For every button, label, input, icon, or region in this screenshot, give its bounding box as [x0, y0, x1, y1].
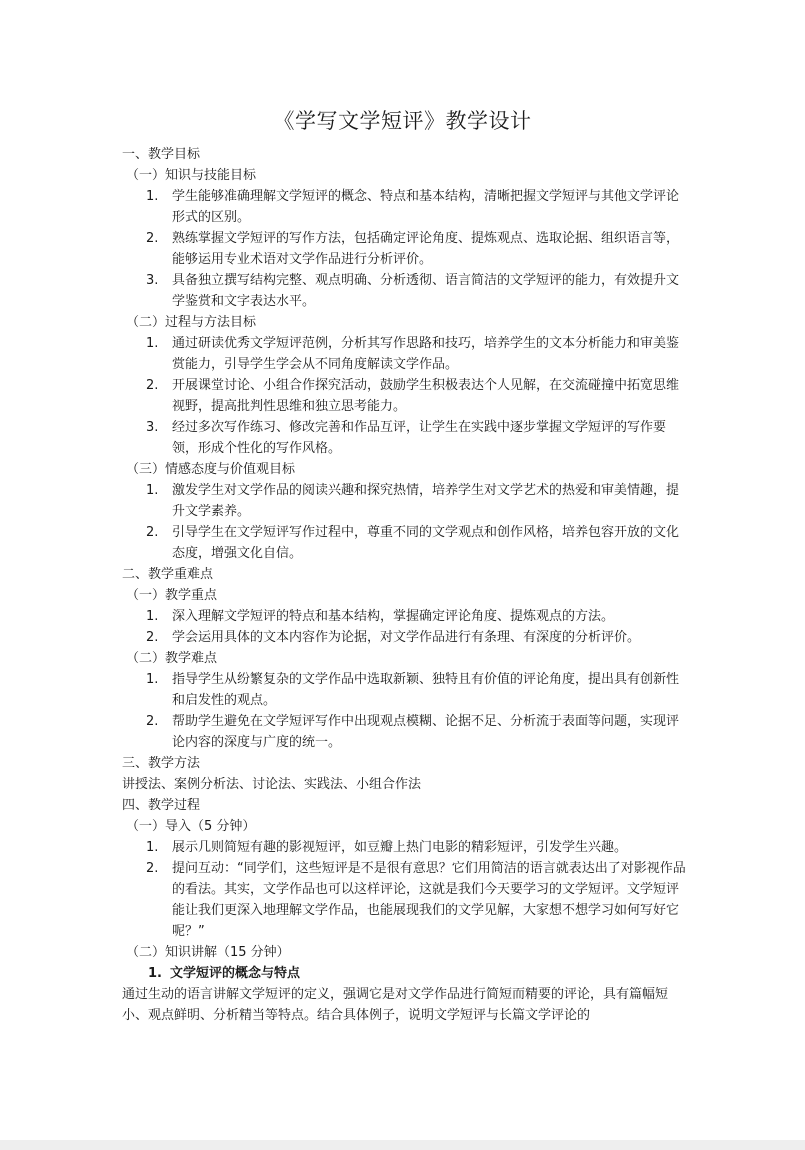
list-item: 1. 激发学生对文学作品的阅读兴趣和探究热情，培养学生对文学艺术的热爱和审美情趣，提升文学素养。	[146, 483, 680, 519]
section-heading-objectives: 一、教学目标	[122, 147, 201, 162]
list-item: 1. 学生能够准确理解文学短评的概念、特点和基本结构，清晰把握文学短评与其他文学评论形式的区别。	[146, 189, 680, 225]
difficulty-list	[122, 669, 688, 753]
list-item: 2. 熟练掌握文学短评的写作方法，包括确定评论角度、提炼观点、选取论据、组织语言等，能够运用专业术语对文学作品进行分析评价。	[146, 231, 680, 267]
list-item: 2. 帮助学生避免在文学短评写作中出现观点模糊、论据不足、分析流于表面等问题，实现评论内容的深度与广度的统一。	[146, 714, 680, 750]
subsection-heading-intro: （一）导入（5 分钟）	[126, 819, 256, 834]
process-goals-list	[122, 333, 688, 459]
list-item: 2. 引导学生在文学短评写作过程中，尊重不同的文学观点和创作风格，培养包容开放的文化态度，增强文化自信。	[146, 525, 680, 561]
section-heading-key-points: 二、教学重难点	[122, 567, 214, 582]
methods-text: 讲授法、案例分析法、讨论法、实践法、小组合作法	[122, 777, 422, 792]
list-item: 2. 学会运用具体的文本内容作为论据，对文学作品进行有条理、有深度的分析评价。	[146, 630, 641, 645]
focus-list	[122, 606, 688, 648]
list-item: 2. 开展课堂讨论、小组合作探究活动，鼓励学生积极表达个人见解，在交流碰撞中拓宽思维视野，提高批判性思维和独立思考能力。	[146, 378, 680, 414]
section-heading-process: 四、教学过程	[122, 798, 201, 813]
list-item: 1. 展示几则简短有趣的影视短评，如豆瓣上热门电影的精彩短评，引发学生兴趣。	[146, 840, 628, 855]
list-item: 3. 经过多次写作练习、修改完善和作品互评，让学生在实践中逐步掌握文学短评的写作要领，形成个性化的写作风格。	[146, 420, 667, 456]
subsection-heading-attitude: （三）情感态度与价值观目标	[126, 462, 296, 477]
document-body	[122, 144, 688, 1026]
subsection-heading-lecture: （二）知识讲解（15 分钟）	[126, 945, 290, 960]
intro-steps-list	[122, 837, 688, 942]
list-item: 1. 通过研读优秀文学短评范例，分析其写作思路和技巧，培养学生的文本分析能力和审美鉴赏能力，引导学生学会从不同角度解读文学作品。	[146, 336, 680, 372]
page-bottom-edge	[0, 1140, 805, 1150]
subsection-heading-process: （二）过程与方法目标	[126, 315, 257, 330]
attitude-goals-list	[122, 480, 688, 564]
lecture-paragraph: 通过生动的语言讲解文学短评的定义，强调它是对文学作品进行简短而精要的评论，具有篇幅短小、观点鲜明、分析精当等特点。结合具体例子，说明文学短评与长篇文学评论的	[122, 987, 669, 1023]
section-heading-methods: 三、教学方法	[122, 756, 201, 771]
knowledge-goals-list	[122, 186, 688, 312]
document-title: 《学写文学短评》教学设计	[273, 109, 532, 133]
list-item: 3. 具备独立撰写结构完整、观点明确、分析透彻、语言简洁的文学短评的能力，有效提升文学鉴赏和文字表达水平。	[146, 273, 680, 309]
subsection-heading-difficulty: （二）教学难点	[126, 651, 218, 666]
list-item: 1. 深入理解文学短评的特点和基本结构，掌握确定评论角度、提炼观点的方法。	[146, 609, 615, 624]
list-item: 2. 提问互动：“同学们，这些短评是不是很有意思？它们用简洁的语言就表达出了对影视作品的看法。其实，文学作品也可以这样评论，这就是我们今天要学习的文学短评。文学短评能让我们更深入地理解文学作品，也能展现我们的文学见解，大家想不想学习如何写好它呢？”	[146, 861, 686, 939]
subsection-heading-knowledge: （一）知识与技能目标	[126, 168, 257, 183]
list-item: 1. 指导学生从纷繁复杂的文学作品中选取新颖、独特且有价值的评论角度，提出具有创新性和启发性的观点。	[146, 672, 680, 708]
point-heading-concept: 1. 文学短评的概念与特点	[148, 966, 301, 981]
subsection-heading-focus: （一）教学重点	[126, 588, 218, 603]
